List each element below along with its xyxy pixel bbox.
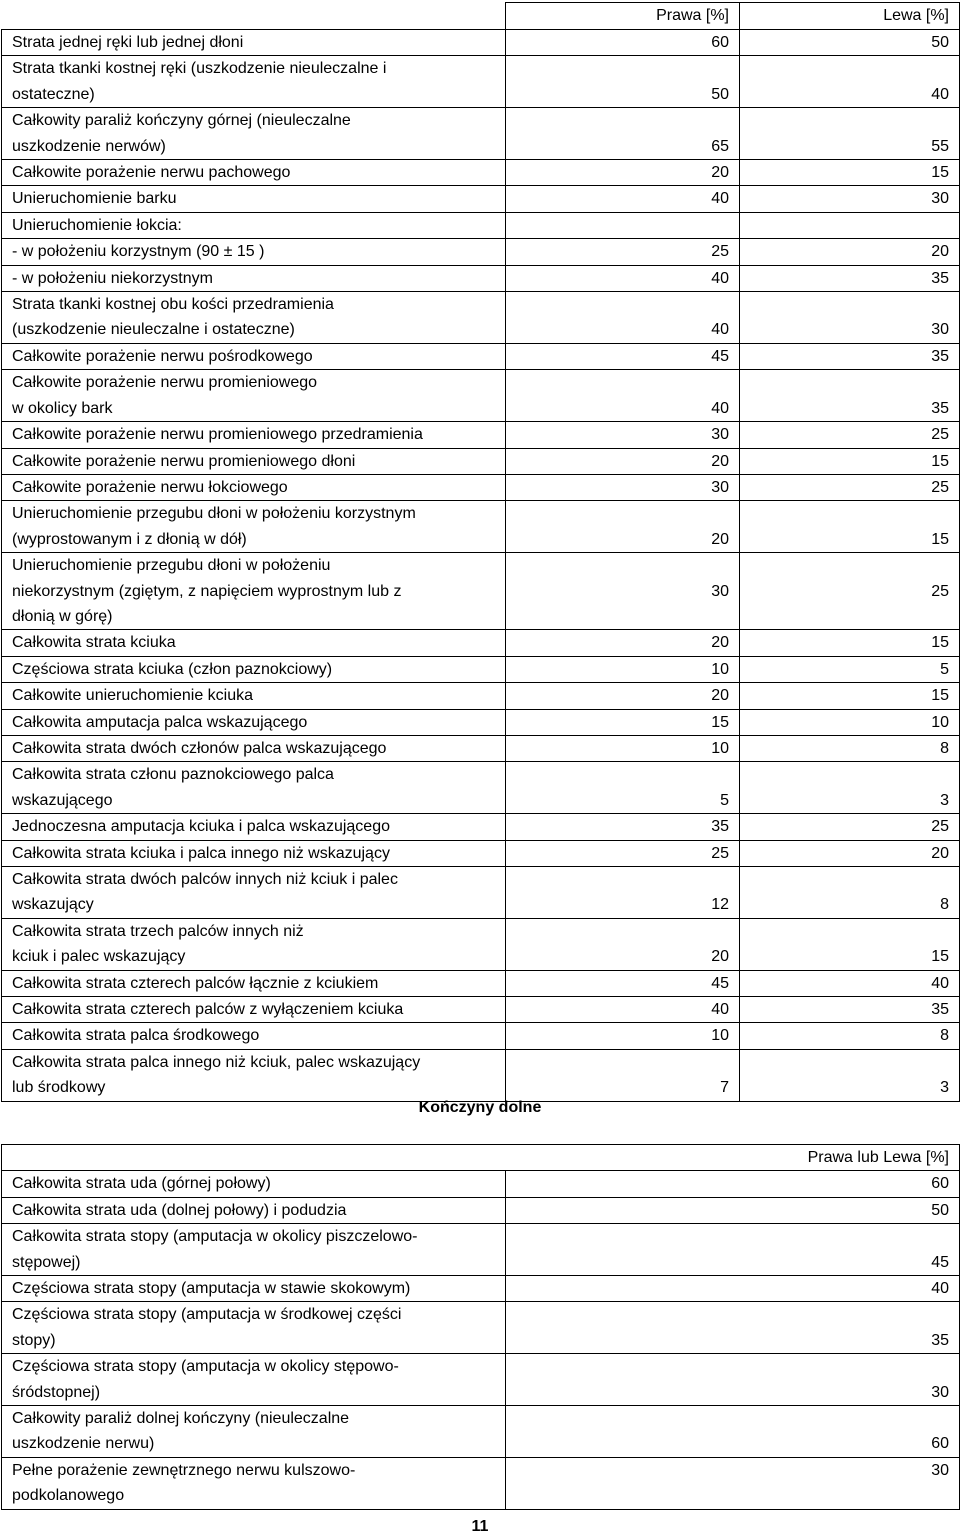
right-percent: 45 bbox=[506, 343, 740, 369]
injury-description: Jednoczesna amputacja kciuka i palca wskazującego bbox=[2, 814, 506, 840]
injury-description: Unieruchomienie łokcia: bbox=[2, 212, 506, 238]
left-percent: 25 bbox=[740, 553, 960, 630]
injury-description: Całkowite porażenie nerwu pośrodkowego bbox=[2, 343, 506, 369]
right-percent: 20 bbox=[506, 501, 740, 553]
left-percent: 10 bbox=[740, 709, 960, 735]
left-percent: 50 bbox=[740, 30, 960, 56]
table-row bbox=[2, 735, 960, 761]
left-percent: 8 bbox=[740, 867, 960, 919]
percent-value: 60 bbox=[506, 1406, 960, 1458]
injury-description: Unieruchomienie barku bbox=[2, 186, 506, 212]
percent-value: 30 bbox=[506, 1457, 960, 1509]
injury-description: Całkowita strata dwóch palców innych niż kciuk i palec wskazujący bbox=[2, 867, 506, 919]
table-row bbox=[2, 997, 960, 1023]
injury-description: Całkowite porażenie nerwu promieniowego w okolicy bark bbox=[2, 370, 506, 422]
right-percent: 15 bbox=[506, 709, 740, 735]
table-row bbox=[2, 553, 960, 630]
right-percent: 30 bbox=[506, 474, 740, 500]
injury-description: Strata jednej ręki lub jednej dłoni bbox=[2, 30, 506, 56]
table-row bbox=[2, 265, 960, 291]
injury-description: Całkowite porażenie nerwu łokciowego bbox=[2, 474, 506, 500]
left-percent: 15 bbox=[740, 501, 960, 553]
left-percent: 35 bbox=[740, 370, 960, 422]
injury-description: Całkowite porażenie nerwu pachowego bbox=[2, 160, 506, 186]
left-percent: 20 bbox=[740, 840, 960, 866]
right-percent: 60 bbox=[506, 30, 740, 56]
right-percent: 35 bbox=[506, 814, 740, 840]
lower-limb-table bbox=[1, 1144, 960, 1510]
table-row bbox=[2, 656, 960, 682]
injury-description: Całkowity paraliż kończyny górnej (nieuleczalne uszkodzenie nerwów) bbox=[2, 108, 506, 160]
table-row bbox=[2, 970, 960, 996]
header-right: Prawa [%] bbox=[506, 3, 740, 30]
section-title: Kończyny dolne bbox=[418, 1099, 542, 1116]
injury-description: Całkowite porażenie nerwu promieniowego dłoni bbox=[2, 448, 506, 474]
upper-limb-table bbox=[1, 2, 960, 1102]
right-percent: 7 bbox=[506, 1049, 740, 1101]
table-row bbox=[2, 1354, 960, 1406]
injury-description: Całkowita strata dwóch członów palca wskazującego bbox=[2, 735, 506, 761]
upper-table-header bbox=[2, 3, 960, 30]
injury-description: Całkowita strata kciuka bbox=[2, 630, 506, 656]
left-percent: 5 bbox=[740, 656, 960, 682]
injury-description: Częściowa strata kciuka (człon paznokciowy) bbox=[2, 656, 506, 682]
table-row bbox=[2, 448, 960, 474]
percent-value: 45 bbox=[506, 1224, 960, 1276]
injury-description: Całkowite porażenie nerwu promieniowego przedramienia bbox=[2, 422, 506, 448]
injury-description: Całkowita strata uda (górnej połowy) bbox=[2, 1171, 506, 1197]
injury-description: Pełne porażenie zewnętrznego nerwu kulszowo- podkolanowego bbox=[2, 1457, 506, 1509]
right-percent: 25 bbox=[506, 840, 740, 866]
table-row bbox=[2, 918, 960, 970]
left-percent: 30 bbox=[740, 186, 960, 212]
percent-value: 35 bbox=[506, 1302, 960, 1354]
header-value: Prawa lub Lewa [%] bbox=[506, 1145, 960, 1171]
table-row bbox=[2, 474, 960, 500]
table-row bbox=[2, 1302, 960, 1354]
right-percent: 12 bbox=[506, 867, 740, 919]
table-row bbox=[2, 1224, 960, 1276]
injury-description: Strata tkanki kostnej obu kości przedramienia (uszkodzenie nieuleczalne i ostateczne) bbox=[2, 292, 506, 344]
right-percent: 5 bbox=[506, 762, 740, 814]
injury-description: Częściowa strata stopy (amputacja w stawie skokowym) bbox=[2, 1276, 506, 1302]
table-row bbox=[2, 1049, 960, 1101]
table-row bbox=[2, 108, 960, 160]
right-percent bbox=[506, 212, 740, 238]
left-percent: 3 bbox=[740, 762, 960, 814]
injury-description: - w położeniu korzystnym (90 ± 15 ) bbox=[2, 239, 506, 265]
table-row bbox=[2, 840, 960, 866]
left-percent: 25 bbox=[740, 422, 960, 448]
right-percent: 65 bbox=[506, 108, 740, 160]
left-percent: 20 bbox=[740, 239, 960, 265]
table-row bbox=[2, 30, 960, 56]
injury-description: Całkowita strata stopy (amputacja w okolicy piszczelowo- stępowej) bbox=[2, 1224, 506, 1276]
right-percent: 40 bbox=[506, 370, 740, 422]
left-percent: 40 bbox=[740, 970, 960, 996]
right-percent: 20 bbox=[506, 683, 740, 709]
injury-description: Całkowita strata członu paznokciowego palca wskazującego bbox=[2, 762, 506, 814]
injury-description: Częściowa strata stopy (amputacja w środkowej części stopy) bbox=[2, 1302, 506, 1354]
right-percent: 10 bbox=[506, 1023, 740, 1049]
right-percent: 20 bbox=[506, 448, 740, 474]
injury-description: Całkowita strata kciuka i palca innego niż wskazujący bbox=[2, 840, 506, 866]
left-percent: 8 bbox=[740, 1023, 960, 1049]
table-row bbox=[2, 1023, 960, 1049]
lower-table-header bbox=[2, 1145, 960, 1171]
header-blank bbox=[2, 3, 506, 30]
right-percent: 20 bbox=[506, 630, 740, 656]
table-row bbox=[2, 683, 960, 709]
right-percent: 40 bbox=[506, 186, 740, 212]
right-percent: 10 bbox=[506, 735, 740, 761]
left-percent: 55 bbox=[740, 108, 960, 160]
left-percent: 15 bbox=[740, 683, 960, 709]
left-percent: 35 bbox=[740, 343, 960, 369]
injury-description: Całkowita strata czterech palców łącznie z kciukiem bbox=[2, 970, 506, 996]
table-row bbox=[2, 422, 960, 448]
injury-description: Całkowita strata uda (dolnej połowy) i podudzia bbox=[2, 1197, 506, 1223]
left-percent: 25 bbox=[740, 814, 960, 840]
table-row bbox=[2, 1197, 960, 1223]
injury-description: Całkowity paraliż dolnej kończyny (nieuleczalne uszkodzenie nerwu) bbox=[2, 1406, 506, 1458]
table-row bbox=[2, 56, 960, 108]
table-row bbox=[2, 160, 960, 186]
injury-description: Strata tkanki kostnej ręki (uszkodzenie nieuleczalne i ostateczne) bbox=[2, 56, 506, 108]
injury-description: Całkowita strata czterech palców z wyłączeniem kciuka bbox=[2, 997, 506, 1023]
table-row bbox=[2, 292, 960, 344]
right-percent: 10 bbox=[506, 656, 740, 682]
header-left: Lewa [%] bbox=[740, 3, 960, 30]
table-row bbox=[2, 370, 960, 422]
table-row bbox=[2, 709, 960, 735]
right-percent: 40 bbox=[506, 292, 740, 344]
header-blank bbox=[2, 1145, 506, 1171]
page-number: 11 bbox=[471, 1518, 489, 1535]
percent-value: 50 bbox=[506, 1197, 960, 1223]
injury-description: Unieruchomienie przegubu dłoni w położeniu niekorzystnym (zgiętym, z napięciem wyprostnym lub z dłonią w górę) bbox=[2, 553, 506, 630]
injury-description: Całkowita strata trzech palców innych niż kciuk i palec wskazujący bbox=[2, 918, 506, 970]
right-percent: 20 bbox=[506, 160, 740, 186]
injury-description: Częściowa strata stopy (amputacja w okolicy stępowo- śródstopnej) bbox=[2, 1354, 506, 1406]
table-row bbox=[2, 1406, 960, 1458]
right-percent: 20 bbox=[506, 918, 740, 970]
injury-description: Całkowita amputacja palca wskazującego bbox=[2, 709, 506, 735]
table-row bbox=[2, 212, 960, 238]
left-percent: 15 bbox=[740, 448, 960, 474]
table-row bbox=[2, 867, 960, 919]
table-row bbox=[2, 814, 960, 840]
left-percent: 15 bbox=[740, 630, 960, 656]
injury-description: Całkowita strata palca środkowego bbox=[2, 1023, 506, 1049]
left-percent: 15 bbox=[740, 918, 960, 970]
injury-description: Całkowite unieruchomienie kciuka bbox=[2, 683, 506, 709]
right-percent: 30 bbox=[506, 553, 740, 630]
left-percent: 8 bbox=[740, 735, 960, 761]
left-percent: 35 bbox=[740, 997, 960, 1023]
right-percent: 40 bbox=[506, 265, 740, 291]
table-row bbox=[2, 1457, 960, 1509]
table-row bbox=[2, 186, 960, 212]
injury-description: Całkowita strata palca innego niż kciuk, palec wskazujący lub środkowy bbox=[2, 1049, 506, 1101]
table-row bbox=[2, 630, 960, 656]
injury-description: Unieruchomienie przegubu dłoni w położeniu korzystnym (wyprostowanym i z dłonią w dół) bbox=[2, 501, 506, 553]
table-row bbox=[2, 501, 960, 553]
table-row bbox=[2, 762, 960, 814]
left-percent: 15 bbox=[740, 160, 960, 186]
table-row bbox=[2, 1276, 960, 1302]
left-percent: 3 bbox=[740, 1049, 960, 1101]
left-percent: 35 bbox=[740, 265, 960, 291]
table-row bbox=[2, 239, 960, 265]
percent-value: 60 bbox=[506, 1171, 960, 1197]
left-percent: 30 bbox=[740, 292, 960, 344]
right-percent: 40 bbox=[506, 997, 740, 1023]
right-percent: 50 bbox=[506, 56, 740, 108]
left-percent bbox=[740, 212, 960, 238]
right-percent: 25 bbox=[506, 239, 740, 265]
percent-value: 40 bbox=[506, 1276, 960, 1302]
left-percent: 40 bbox=[740, 56, 960, 108]
right-percent: 30 bbox=[506, 422, 740, 448]
right-percent: 45 bbox=[506, 970, 740, 996]
injury-description: - w położeniu niekorzystnym bbox=[2, 265, 506, 291]
table-row bbox=[2, 343, 960, 369]
left-percent: 25 bbox=[740, 474, 960, 500]
percent-value: 30 bbox=[506, 1354, 960, 1406]
table-row bbox=[2, 1171, 960, 1197]
